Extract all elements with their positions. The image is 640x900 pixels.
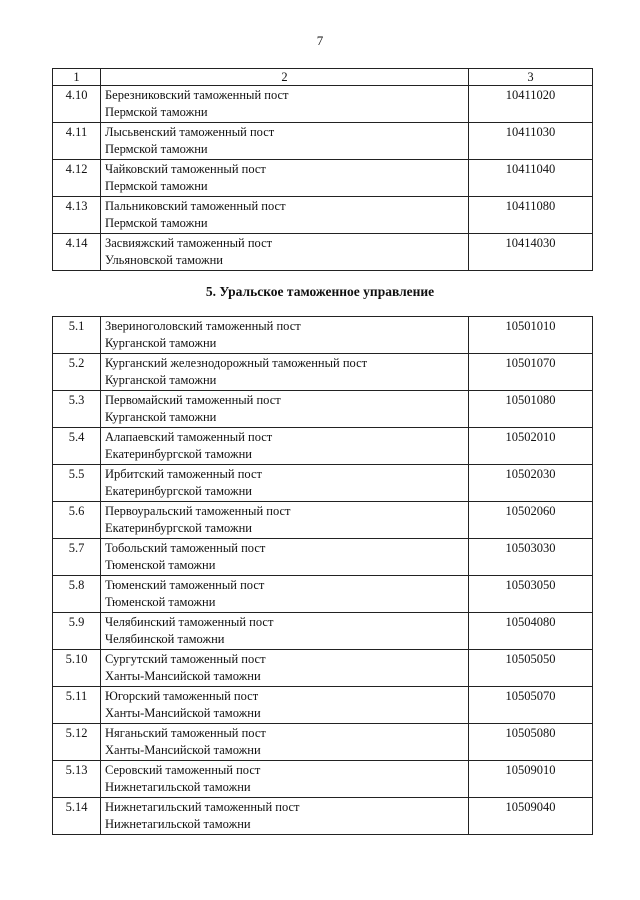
table-row (53, 465, 593, 502)
table-row (53, 798, 593, 835)
post-name-cell (101, 798, 469, 835)
customs-office-name: Нижнетагильской таможни (105, 817, 251, 831)
post-name-cell (101, 234, 469, 271)
table-row (53, 687, 593, 724)
customs-office-name: Челябинской таможни (105, 632, 225, 646)
post-code: 10503030 (469, 539, 593, 576)
customs-office-name: Тюменской таможни (105, 558, 216, 572)
customs-office-name: Ханты-Мансийской таможни (105, 706, 261, 720)
post-name-cell (101, 502, 469, 539)
post-name: Первоуральский таможенный пост (105, 504, 291, 518)
post-name-cell (101, 613, 469, 650)
customs-office-name: Пермской таможни (105, 216, 208, 230)
post-name: Сургутский таможенный пост (105, 652, 266, 666)
post-code: 10505070 (469, 687, 593, 724)
table-row (53, 724, 593, 761)
table-row (53, 428, 593, 465)
post-name: Березниковский таможенный пост (105, 88, 289, 102)
table-row (53, 234, 593, 271)
row-number: 5.14 (53, 798, 101, 835)
customs-office-name: Курганской таможни (105, 373, 217, 387)
page-number: 7 (316, 33, 324, 48)
row-number: 5.1 (53, 317, 101, 354)
post-name-cell (101, 317, 469, 354)
post-name: Нижнетагильский таможенный пост (105, 800, 300, 814)
row-number: 4.11 (53, 123, 101, 160)
post-name: Тюменский таможенный пост (105, 578, 265, 592)
post-name-cell (101, 539, 469, 576)
row-number: 5.13 (53, 761, 101, 798)
post-code: 10505080 (469, 724, 593, 761)
customs-office-name: Екатеринбургской таможни (105, 521, 252, 535)
customs-office-name: Ханты-Мансийской таможни (105, 669, 261, 683)
header-col-2: 2 (101, 69, 469, 86)
customs-office-name: Нижнетагильской таможни (105, 780, 251, 794)
post-code: 10411040 (469, 160, 593, 197)
header-row (53, 69, 593, 86)
post-code: 10411030 (469, 123, 593, 160)
post-name: Тобольский таможенный пост (105, 541, 266, 555)
post-code: 10509010 (469, 761, 593, 798)
table-row (53, 317, 593, 354)
post-name: Первомайский таможенный пост (105, 393, 281, 407)
post-code: 10501070 (469, 354, 593, 391)
table-row (53, 761, 593, 798)
post-name: Чайковский таможенный пост (105, 162, 266, 176)
post-code: 10502030 (469, 465, 593, 502)
row-number: 5.10 (53, 650, 101, 687)
post-code: 10411020 (469, 86, 593, 123)
table-row (53, 650, 593, 687)
table-row (53, 354, 593, 391)
header-col-3: 3 (469, 69, 593, 86)
post-name: Ирбитский таможенный пост (105, 467, 262, 481)
customs-office-name: Ханты-Мансийской таможни (105, 743, 261, 757)
post-name: Алапаевский таможенный пост (105, 430, 273, 444)
customs-office-name: Тюменской таможни (105, 595, 216, 609)
table-row (53, 391, 593, 428)
row-number: 5.2 (53, 354, 101, 391)
post-code: 10501010 (469, 317, 593, 354)
post-name: Засвияжский таможенный пост (105, 236, 273, 250)
row-number: 5.12 (53, 724, 101, 761)
row-number: 4.12 (53, 160, 101, 197)
post-name-cell (101, 160, 469, 197)
customs-office-name: Курганской таможни (105, 410, 217, 424)
post-name-cell (101, 465, 469, 502)
table-row (53, 197, 593, 234)
customs-office-name: Курганской таможни (105, 336, 217, 350)
post-code: 10505050 (469, 650, 593, 687)
customs-office-name: Пермской таможни (105, 105, 208, 119)
row-number: 5.5 (53, 465, 101, 502)
row-number: 5.11 (53, 687, 101, 724)
post-code: 10411080 (469, 197, 593, 234)
table-row (53, 86, 593, 123)
post-name: Лысьвенский таможенный пост (105, 125, 275, 139)
post-name-cell (101, 650, 469, 687)
post-name-cell (101, 724, 469, 761)
row-number: 5.9 (53, 613, 101, 650)
post-name-cell (101, 687, 469, 724)
table-row (53, 576, 593, 613)
row-number: 4.14 (53, 234, 101, 271)
post-name: Челябинский таможенный пост (105, 615, 274, 629)
table-row (53, 613, 593, 650)
post-name: Пальниковский таможенный пост (105, 199, 286, 213)
header-col-1: 1 (53, 69, 101, 86)
post-code: 10502060 (469, 502, 593, 539)
post-name-cell (101, 428, 469, 465)
table-row (53, 160, 593, 197)
post-name-cell (101, 197, 469, 234)
row-number: 5.3 (53, 391, 101, 428)
post-code: 10414030 (469, 234, 593, 271)
customs-office-name: Пермской таможни (105, 179, 208, 193)
post-code: 10504080 (469, 613, 593, 650)
post-name-cell (101, 123, 469, 160)
row-number: 5.8 (53, 576, 101, 613)
post-name: Няганьский таможенный пост (105, 726, 266, 740)
row-number: 5.4 (53, 428, 101, 465)
post-name: Югорский таможенный пост (105, 689, 259, 703)
post-name-cell (101, 576, 469, 613)
post-name: Звериноголовский таможенный пост (105, 319, 301, 333)
post-name-cell (101, 354, 469, 391)
row-number: 5.7 (53, 539, 101, 576)
customs-posts-table-5 (52, 316, 593, 835)
row-number: 4.10 (53, 86, 101, 123)
customs-office-name: Пермской таможни (105, 142, 208, 156)
row-number: 5.6 (53, 502, 101, 539)
post-code: 10502010 (469, 428, 593, 465)
customs-posts-table-4 (52, 68, 593, 271)
row-number: 4.13 (53, 197, 101, 234)
post-name-cell (101, 761, 469, 798)
table-row (53, 123, 593, 160)
table-row (53, 502, 593, 539)
post-code: 10503050 (469, 576, 593, 613)
table-row (53, 539, 593, 576)
post-code: 10509040 (469, 798, 593, 835)
customs-office-name: Екатеринбургской таможни (105, 484, 252, 498)
customs-office-name: Ульяновской таможни (105, 253, 223, 267)
post-name-cell (101, 391, 469, 428)
customs-office-name: Екатеринбургской таможни (105, 447, 252, 461)
post-name-cell (101, 86, 469, 123)
post-name: Курганский железнодорожный таможенный пост (105, 356, 368, 370)
post-code: 10501080 (469, 391, 593, 428)
post-name: Серовский таможенный пост (105, 763, 261, 777)
section-title: 5. Уральское таможенное управление (205, 284, 435, 299)
